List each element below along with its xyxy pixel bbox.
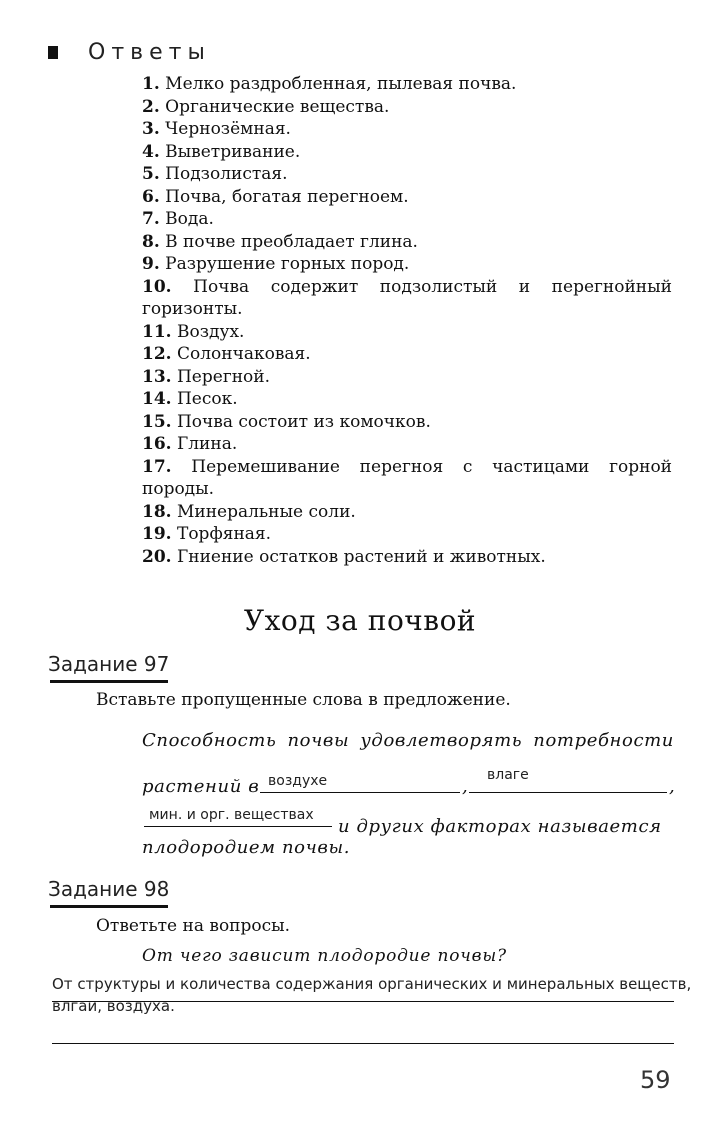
answer-line-2 (52, 1043, 674, 1044)
answer-number: 2. (142, 96, 160, 117)
sentence-part3: и других факторах называется (338, 816, 662, 837)
answer-number: 13. (142, 366, 172, 387)
answer-text: Разрушение горных пород. (165, 254, 410, 274)
answer-number: 1. (142, 74, 160, 94)
blank-moisture-answer: влаге (487, 767, 529, 783)
answer-number: 16. (142, 434, 172, 454)
square-bullet-icon (48, 46, 58, 59)
answer-number: 3. (142, 119, 160, 139)
blank-substances-answer: мин. и орг. веществах (149, 807, 314, 823)
answer-text: Перегной. (176, 366, 271, 387)
answer-item (142, 253, 672, 276)
answer-item (142, 118, 672, 141)
task-98-underline (50, 905, 168, 908)
answers-title: Ответы (88, 40, 211, 65)
answer-number: 9. (142, 254, 160, 274)
answer-number: 4. (142, 141, 160, 162)
answer-item (142, 186, 672, 209)
answer-number: 8. (142, 231, 160, 252)
answer-item (142, 433, 672, 456)
answer-item (142, 96, 672, 119)
answer-text: Почва, богатая перегноем. (165, 186, 409, 207)
answer-number: 12. (142, 344, 172, 364)
answer-text: Органические вещества. (165, 96, 390, 117)
task-98-question: От чего зависит плодородие почвы? (142, 946, 507, 966)
task-98-answer[interactable] (52, 973, 720, 1017)
answer-item (142, 321, 672, 344)
answer-item (142, 141, 672, 164)
task-98-answer-line2: влгаи, воздуха. (52, 997, 175, 1015)
answer-text: Выветривание. (165, 141, 301, 162)
task-97-instruction: Вставьте пропущенные слова в предложение. (96, 690, 511, 710)
answer-number: 10. (142, 276, 172, 297)
answer-text: Песок. (176, 389, 238, 409)
section-title: Уход за почвой (243, 604, 477, 637)
answer-text: Гниение остатков растений и животных. (176, 546, 546, 567)
answer-number: 5. (142, 164, 160, 184)
comma-1: , (462, 776, 469, 797)
task-97-underline (50, 680, 168, 683)
answer-item (142, 231, 672, 254)
comma-2: , (669, 776, 676, 797)
task-97-sentence-line1: Способность почвы удовлетворять потребности (142, 730, 674, 751)
answer-item (142, 456, 672, 501)
answer-text: Мелко раздробленная, пылевая почва. (165, 74, 517, 94)
answer-item (142, 523, 672, 546)
task-97-label: Задание 97 (48, 652, 170, 676)
answer-text: Перемешивание перегноя с частицами горной породы. (142, 456, 673, 499)
page-number: 59 (640, 1066, 671, 1094)
answer-text: Вода. (165, 209, 214, 229)
blank-air[interactable] (260, 772, 460, 793)
answer-number: 14. (142, 389, 172, 409)
answer-text: Торфяная. (176, 524, 272, 544)
answer-item (142, 411, 672, 434)
task-98-answer-line1: От структуры и количества содержания органических и минеральных веществ, (52, 975, 692, 993)
answer-number: 17. (142, 456, 172, 477)
answer-number: 18. (142, 501, 172, 522)
answers-header (48, 40, 211, 65)
answer-item (142, 366, 672, 389)
answer-number: 7. (142, 209, 160, 229)
answer-item (142, 276, 672, 321)
blank-moisture[interactable] (469, 767, 667, 793)
answer-item (142, 343, 672, 366)
answer-text: Глина. (176, 434, 238, 454)
answer-number: 20. (142, 546, 172, 567)
answer-item (142, 163, 672, 186)
answer-text: Подзолистая. (165, 164, 288, 184)
answer-text: Минеральные соли. (176, 501, 356, 522)
task-98-label: Задание 98 (48, 877, 170, 901)
task-97-sentence-row3 (142, 806, 682, 864)
answer-item (142, 73, 672, 96)
answer-item (142, 546, 672, 569)
task-98-instruction: Ответьте на вопросы. (96, 916, 291, 936)
answer-number: 6. (142, 186, 160, 207)
answer-text: Воздух. (176, 321, 245, 342)
answer-text: Солончаковая. (176, 344, 311, 364)
task-97-sentence-row2 (142, 767, 682, 802)
answers-list (142, 73, 672, 568)
blank-substances[interactable] (144, 806, 332, 827)
answer-item (142, 501, 672, 524)
answer-item (142, 388, 672, 411)
answer-text: В почве преобладает глина. (165, 231, 418, 252)
sentence-part2: растений в (142, 776, 260, 797)
answer-number: 15. (142, 411, 172, 432)
answer-text: Почва содержит подзолистый и перегнойный горизонты. (142, 276, 673, 319)
sentence-part4: плодородием почвы. (142, 837, 351, 858)
answer-text: Чернозёмная. (165, 119, 291, 139)
answer-number: 19. (142, 524, 172, 544)
blank-air-answer: воздухе (268, 773, 328, 789)
answer-text: Почва состоит из комочков. (176, 411, 431, 432)
answer-number: 11. (142, 321, 172, 342)
answer-item (142, 208, 672, 231)
